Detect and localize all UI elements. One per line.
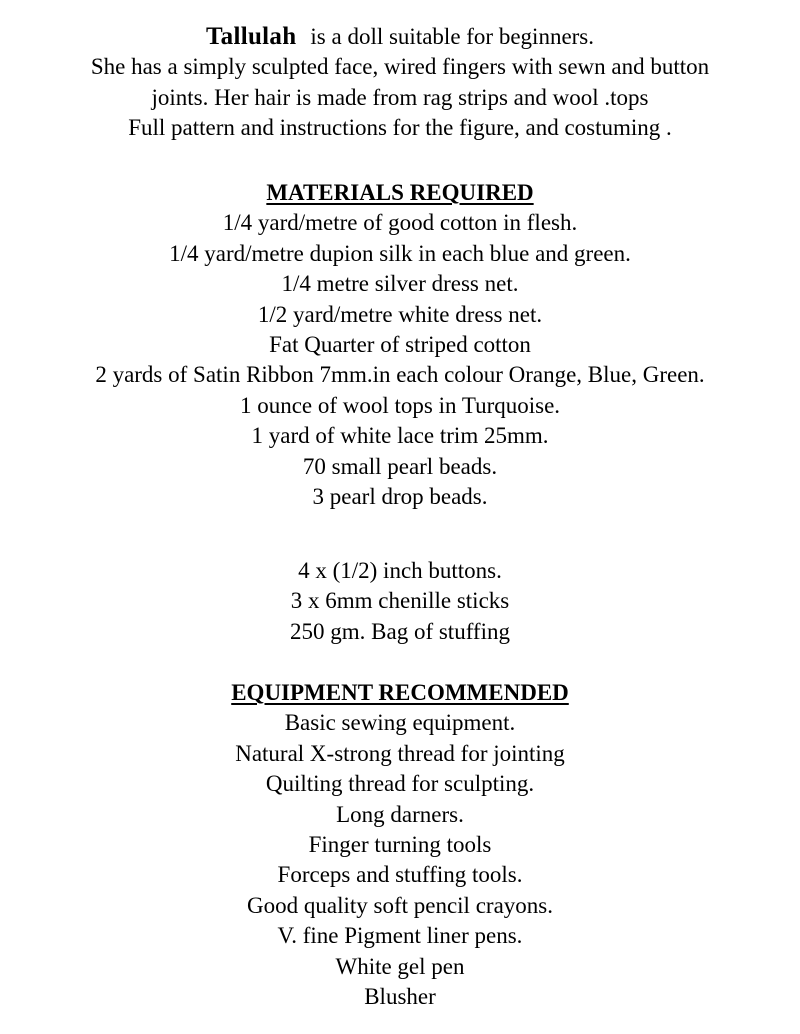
equipment-item: Quilting thread for sculpting.	[265, 771, 535, 797]
doll-name: Tallulah	[205, 23, 297, 50]
materials-item: 1 yard of white lace trim 25mm.	[251, 423, 549, 449]
equipment-item: Good quality soft pencil crayons.	[247, 892, 553, 918]
materials-item: 2 yards of Satin Ribbon 7mm.in each colour Orange, Blue, Green.	[95, 362, 705, 388]
equipment-item: Long darners.	[336, 801, 464, 827]
materials-item: 3 pearl drop beads.	[312, 484, 488, 510]
equipment-item: Forceps and stuffing tools.	[277, 862, 523, 888]
intro-line-1	[0, 22, 800, 52]
intro-line-3: joints. Her hair is made from rag strips and wool .tops	[151, 84, 649, 110]
equipment-item: White gel pen	[335, 953, 465, 979]
materials-extra-item: 250 gm. Bag of stuffing	[290, 618, 510, 644]
intro-line-1-text: is a doll suitable for beginners.	[310, 24, 595, 49]
materials-item: 1/4 yard/metre of good cotton in flesh.	[222, 210, 578, 236]
equipment-section	[0, 678, 800, 1012]
equipment-item: Finger turning tools	[308, 832, 492, 858]
materials-extra-item: 3 x 6mm chenille sticks	[290, 588, 510, 614]
materials-heading: MATERIALS REQUIRED	[266, 180, 534, 205]
intro-paragraph	[0, 22, 800, 144]
equipment-item: V. fine Pigment liner pens.	[277, 923, 523, 949]
materials-item: 1/4 yard/metre dupion silk in each blue and green.	[169, 240, 631, 266]
materials-section	[0, 178, 800, 512]
equipment-item: Basic sewing equipment.	[284, 710, 516, 736]
intro-line-4: Full pattern and instructions for the figure, and costuming .	[128, 115, 672, 141]
intro-line-2: She has a simply sculpted face, wired fingers with sewn and button	[90, 54, 710, 80]
equipment-item: Natural X-strong thread for jointing	[235, 740, 565, 766]
equipment-heading: EQUIPMENT RECOMMENDED	[231, 680, 569, 705]
equipment-item: Blusher	[364, 984, 436, 1010]
materials-item: 1/2 yard/metre white dress net.	[257, 301, 543, 327]
materials-extra-list	[0, 556, 800, 647]
materials-item: 1/4 metre silver dress net.	[281, 271, 519, 297]
materials-item: 70 small pearl beads.	[302, 453, 498, 479]
materials-item: 1 ounce of wool tops in Turquoise.	[239, 392, 561, 418]
materials-item: Fat Quarter of striped cotton	[269, 332, 531, 358]
materials-extra-item: 4 x (1/2) inch buttons.	[298, 558, 502, 583]
